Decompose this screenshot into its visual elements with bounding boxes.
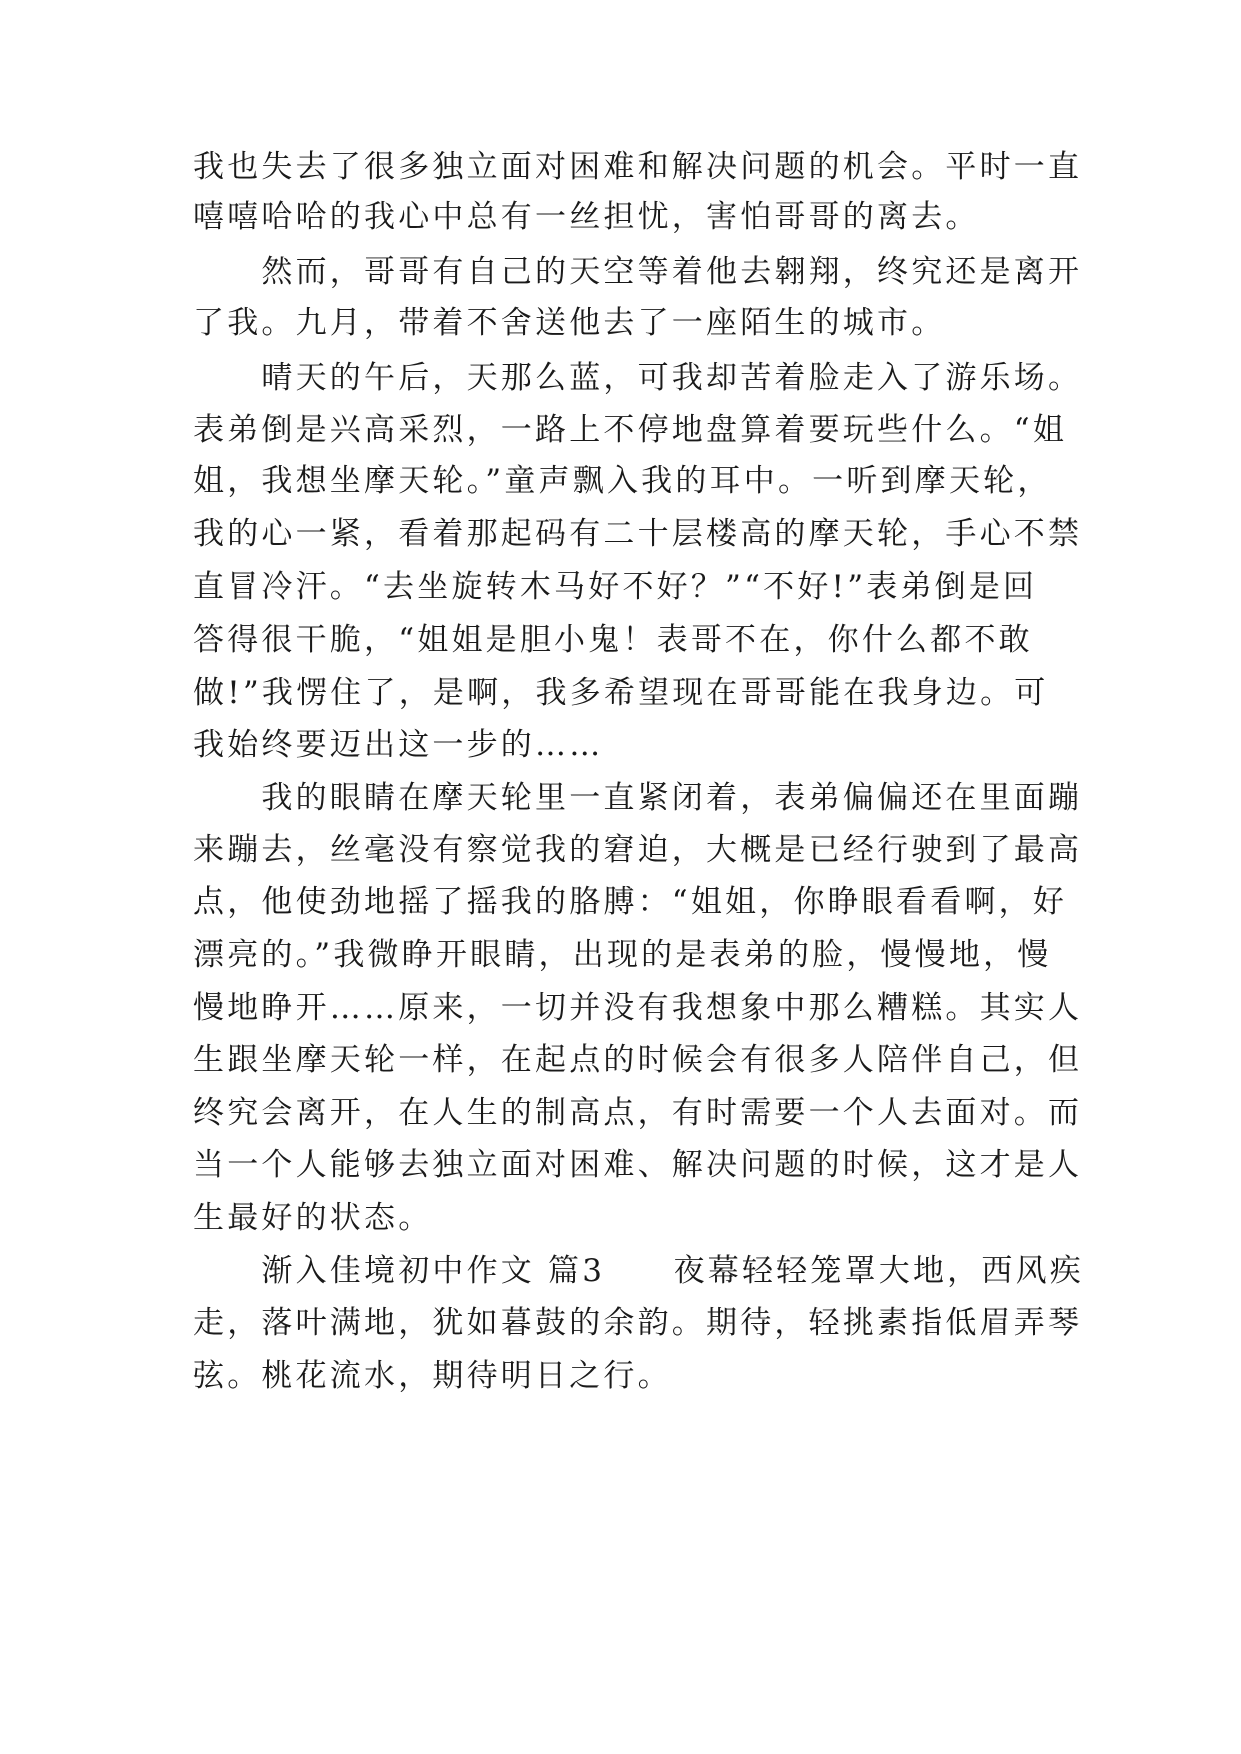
- text-line: 做!”我愣住了，是啊，我多希望现在哥哥能在我身边。可: [193, 675, 1049, 711]
- text-line: 晴天的午后，天那么蓝，可我却苦着脸走入了游乐场。: [193, 360, 1083, 396]
- text-line: 终究会离开，在人生的制高点，有时需要一个人去面对。而: [193, 1095, 1083, 1131]
- text-line: 我始终要迈出这一步的……: [193, 727, 604, 763]
- text-line: 直冒冷汗。“去坐旋转木马好不好？”“不好!”表弟倒是回: [193, 569, 1038, 605]
- text-line: 我的心一紧，看着那起码有二十层楼高的摩天轮，手心不禁: [193, 516, 1083, 552]
- text-line: 嘻嘻哈哈的我心中总有一丝担忧，害怕哥哥的离去。: [193, 199, 980, 235]
- text-line: 点，他使劲地摇了摇我的胳膊：“姐姐，你睁眼看看啊，好: [193, 884, 1068, 920]
- text-line: 了我。九月，带着不舍送他去了一座陌生的城市。: [193, 305, 946, 341]
- text-line: 生最好的状态。: [193, 1200, 433, 1236]
- text-line: 漂亮的。”我微睁开眼睛，出现的是表弟的脸，慢慢地，慢: [193, 937, 1052, 973]
- text-line: 答得很干脆，“姐姐是胆小鬼！表哥不在，你什么都不敢: [193, 622, 1033, 658]
- text-line: 当一个人能够去独立面对困难、解决问题的时候，这才是人: [193, 1147, 1083, 1183]
- text-line: 慢地睁开……原来，一切并没有我想象中那么糟糕。其实人: [193, 990, 1083, 1026]
- text-line: 走，落叶满地，犹如暮鼓的余韵。期待，轻挑素指低眉弄琴: [193, 1305, 1083, 1341]
- text-line: 表弟倒是兴高采烈，一路上不停地盘算着要玩些什么。“姐: [193, 412, 1068, 448]
- text-line: 生跟坐摩天轮一样，在起点的时候会有很多人陪伴自己，但: [193, 1042, 1083, 1078]
- text-line: 我的眼睛在摩天轮里一直紧闭着，表弟偏偏还在里面蹦: [193, 780, 1083, 816]
- text-line: 弦。桃花流水，期待明日之行。: [193, 1358, 672, 1394]
- text-line: 渐入佳境初中作文 篇3 夜幕轻轻笼罩大地，西风疾: [193, 1253, 1084, 1289]
- text-line: 姐，我想坐摩天轮。”童声飘入我的耳中。一听到摩天轮，: [193, 463, 1052, 499]
- text-line: 然而，哥哥有自己的天空等着他去翱翔，终究还是离开: [193, 254, 1083, 290]
- text-line: 来蹦去，丝毫没有察觉我的窘迫，大概是已经行驶到了最高: [193, 832, 1083, 868]
- text-line: 我也失去了很多独立面对困难和解决问题的机会。平时一直: [193, 149, 1083, 185]
